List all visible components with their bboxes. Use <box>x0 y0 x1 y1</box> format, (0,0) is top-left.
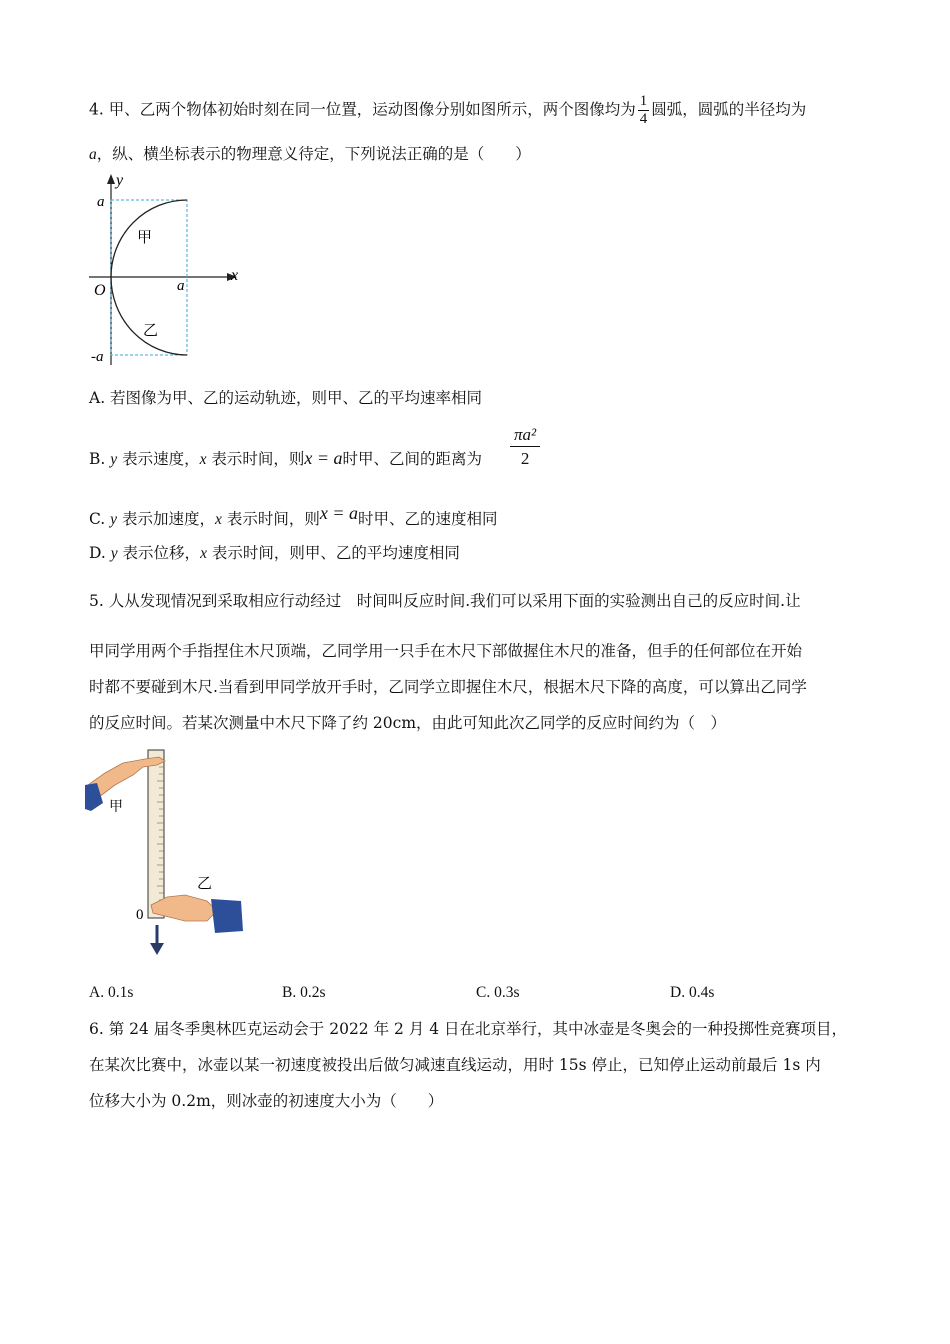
q4-stem-line2 <box>89 143 531 166</box>
q4-option-c: C. y 表示加速度，x 表示时间，则x = a时甲、乙的速度相同 <box>89 503 498 528</box>
q5-option-b: B. 0.2s <box>282 984 326 1001</box>
q5-stem-line4: 的反应时间。若某次测量中木尺下降了约 20cm，由此可知此次乙同学的反应时间约为（ ） <box>89 714 727 732</box>
label-jia: 甲 <box>109 800 123 815</box>
q4-stem-line1 <box>89 93 806 128</box>
q5-stem-line2: 甲同学用两个手指捏住木尺顶端，乙同学用一只手在木尺下部做握住木尺的准备，但手的任何部位在开始 <box>89 642 803 660</box>
label-zero: 0 <box>136 907 144 923</box>
lower-arc-yi <box>111 277 187 355</box>
down-arrow-icon <box>150 943 164 955</box>
sleeve-yi <box>211 899 243 933</box>
q5-option-d: D. 0.4s <box>670 984 715 1001</box>
q5-option-c: C. 0.3s <box>476 984 520 1001</box>
q4-stem-text: 4. 甲、乙两个物体初始时刻在同一位置，运动图像分别如图所示，两个图像均为 <box>89 100 636 119</box>
y-axis-label: y <box>116 172 124 189</box>
q4-quarter-fraction: $\frac{1}{4}$ <box>639 93 648 127</box>
label-yi: 乙 <box>143 323 159 339</box>
q6-stem-line1: 6. 第 24 届冬季奥林匹克运动会于 2022 年 2 月 4 日在北京举行，其中冰壶是冬奥会的一种投掷性竞赛项目， <box>89 1020 848 1038</box>
x-axis-label: x <box>231 267 239 284</box>
q4-option-a: A. 若图像为甲、乙的运动轨迹，则甲、乙的平均速率相同 <box>89 389 483 407</box>
q5-stem-line3: 时都不要碰到木尺.当看到甲同学放开手时，乙同学立即握住木尺，根据木尺下降的高度，可以算出乙同学 <box>89 678 807 696</box>
q4-option-d: D. y 表示位移，x 表示时间，则甲、乙的平均速度相同 <box>89 544 460 562</box>
q4-b-fraction: πa² 2 <box>510 424 540 471</box>
y-tick-neg-a: -a <box>91 349 104 365</box>
origin-label: O <box>94 282 106 299</box>
q4-var-a: a <box>89 146 97 163</box>
q4-graph <box>85 170 255 370</box>
y-tick-a: a <box>97 194 105 210</box>
label-yi: 乙 <box>197 876 213 892</box>
q5-option-a: A. 0.1s <box>89 984 134 1001</box>
y-axis-arrow-icon <box>107 174 115 184</box>
label-jia: 甲 <box>137 230 153 246</box>
q5-ruler-figure <box>85 745 255 960</box>
q4-stem-text-2: 圆弧，圆弧的半径均为 <box>651 100 807 119</box>
q5-stem-line1: 5. 人从发现情况到采取相应行动经过 时间叫反应时间.我们可以采用下面的实验测出自己的反应时间.让 <box>89 592 801 610</box>
q6-stem-line3: 位移大小为 0.2m，则冰壶的初速度大小为（ ） <box>89 1092 444 1110</box>
q4-b-equation: x = a <box>304 448 343 468</box>
q4-option-b: B. y 表示速度，x 表示时间，则x = a时甲、乙间的距离为 <box>89 448 483 468</box>
q4-c-equation: x = a <box>319 503 358 523</box>
x-tick-a: a <box>177 278 185 294</box>
q4-stem-text-3: ，纵、横坐标表示的物理意义待定，下列说法正确的是（ ） <box>96 145 531 163</box>
q6-stem-line2: 在某次比赛中，冰壶以某一初速度被投出后做匀减速直线运动，用时 15s 停止，已知停止运动前最后 1s 内 <box>89 1056 821 1074</box>
